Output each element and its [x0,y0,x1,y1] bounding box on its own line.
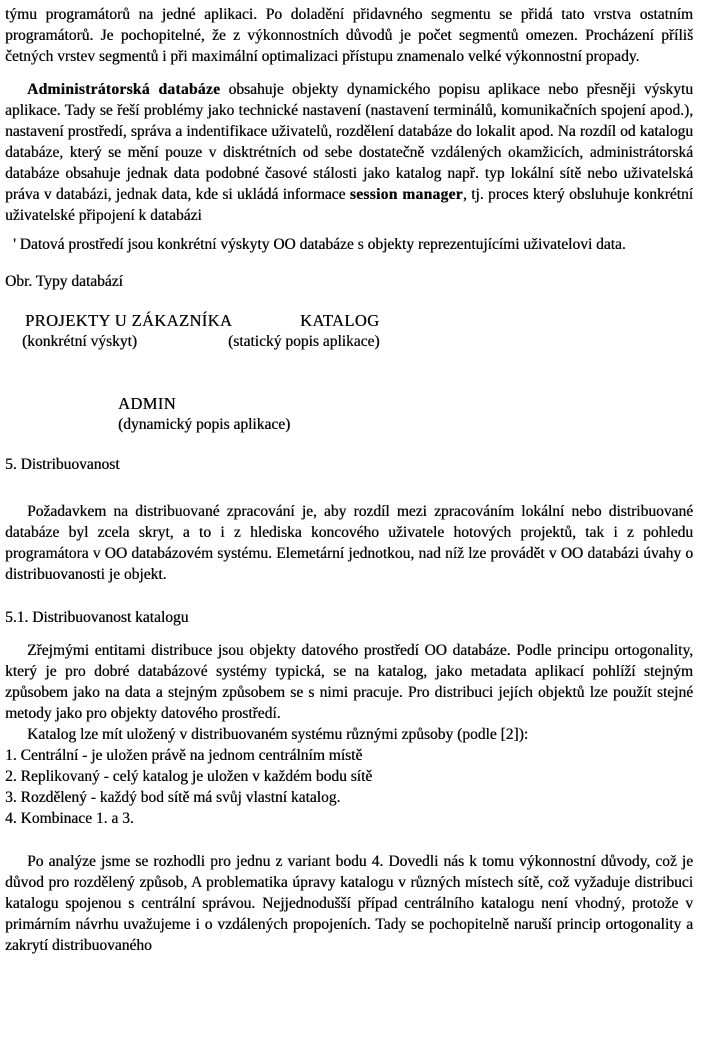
figure-caption: Obr. Typy databází [5,273,123,290]
paragraph-analysis-conclusion: Po analýze jsme se rozhodli pro jednu z variant bodu 4. Dovedli nás k tomu výkonnostní důvody, což je důvod pro rozdělený způsob, A problematika úpravy katalogu v různých místech sítě, což vyžaduje distribuci katalogu spojenou s centrální správou. Nejjednodušší případ centrálního katalogu není vhodný, protože v primárním návrhu uvažujeme i o vzdálených propojeních. Tady se pochopitelně naruší princip ortogonality a zakrytí distribuovaného [5,853,693,954]
diagram-projekty-subtitle: (konkrétní výskyt) [22,333,137,350]
paragraph-datova-prostredi: ' Datová prostředí jsou konkrétní výskyty OO databáze s objekty reprezentujícími uživatelovi data. [13,236,626,253]
paragraph-admin-database [5,79,693,226]
list-item: 3. Rozdělený - každý bod sítě má svůj vlastní katalog. [5,789,341,806]
list-item: 2. Replikovaný - celý katalog je uložen v každém bodu sítě [5,768,373,785]
diagram-katalog-title: KATALOG [300,311,380,330]
diagram-admin-subtitle: (dynamický popis aplikace) [118,416,291,433]
paragraph-admin-text-2: , tj. proces který obsluhuje konkrétní uživatelské připojení k databázi [5,186,694,224]
diagram-projekty-title: PROJEKTY U ZÁKAZNÍKA [25,311,233,330]
admin-database-bold-term: Administrátorská databáze [27,81,221,98]
session-manager-bold-term: session manager [349,186,463,203]
list-item: 4. Kombinace 1. a 3. [5,810,134,827]
paragraph-segments: týmu programátorů na jedné aplikaci. Po doladění přidavného segmentu se přidá tato vrstva ostatním programátorů. Je pochopitelné, že z výkonnostních důvodů je počet segmentů omezen. Procházení příliš četných vrstev segmentů i při maximální optimalizaci přístupu znamenalo velké výkonnostní propady. [5,6,693,65]
paragraph-admin-text-1: obsahuje objekty dynamického popisu aplikace nebo přesněji výskytu aplikace. Tady se řeší problémy jako technické nastavení (nastavení terminálů, komunikačních spojení apod.), nastavení prostředí, správa a indentifikace uživatelů, rozdělení databáze do lokalit apod. Na rozdíl od katalogu databáze, který se mění pouze v disktrétních od sebe dostatečně vzdálených okamžicích, administrátorská databáze obsahuje jednak data podobné časové stálosti jako katalog např. typ lokální sítě nebo uživatelská práva v databázi, jednak data, kde si ukládá informace [5,81,693,203]
diagram-admin-title: ADMIN [118,394,176,413]
catalog-storage-list [5,745,693,829]
paragraph-katalog-storage: Katalog lze mít uložený v distribuovaném systému různými způsoby (podle [2]): [27,726,529,743]
list-item: 1. Centrální - je uložen právě na jednom centrálním místě [5,747,363,764]
section-heading-5: 5. Distribuovanost [5,456,120,473]
section-heading-5-1: 5.1. Distribuovanost katalogu [5,609,189,626]
paragraph-katalog-distribution: Zřejmými entitami distribuce jsou objekty datového prostředí OO databáze. Podle principu ortogonality, který je pro dobré databázové systémy typická, se na katalog, jako metadata aplikací pohlíží stejným způsobem jako na data a stejným způsobem se s nimi pracuje. Pro distribuci jejích objektů lze použít stejné metody jako pro objekty datového prostředí. [5,642,693,722]
paragraph-distribuovanost: Požadavkem na distribuované zpracování je, aby rozdíl mezi zpracováním lokální nebo distribuované databáze byl zcela skryt, a to i z hlediska koncového uživatele hotových projektů, tak i z pohledu programátora v OO databázovém systému. Elemetární jednotkou, nad níž lze provádět v OO databázi úvahy o distribuovanosti je objekt. [5,503,693,583]
diagram-katalog-subtitle: (statický popis aplikace) [228,333,380,350]
database-types-diagram [5,310,693,436]
